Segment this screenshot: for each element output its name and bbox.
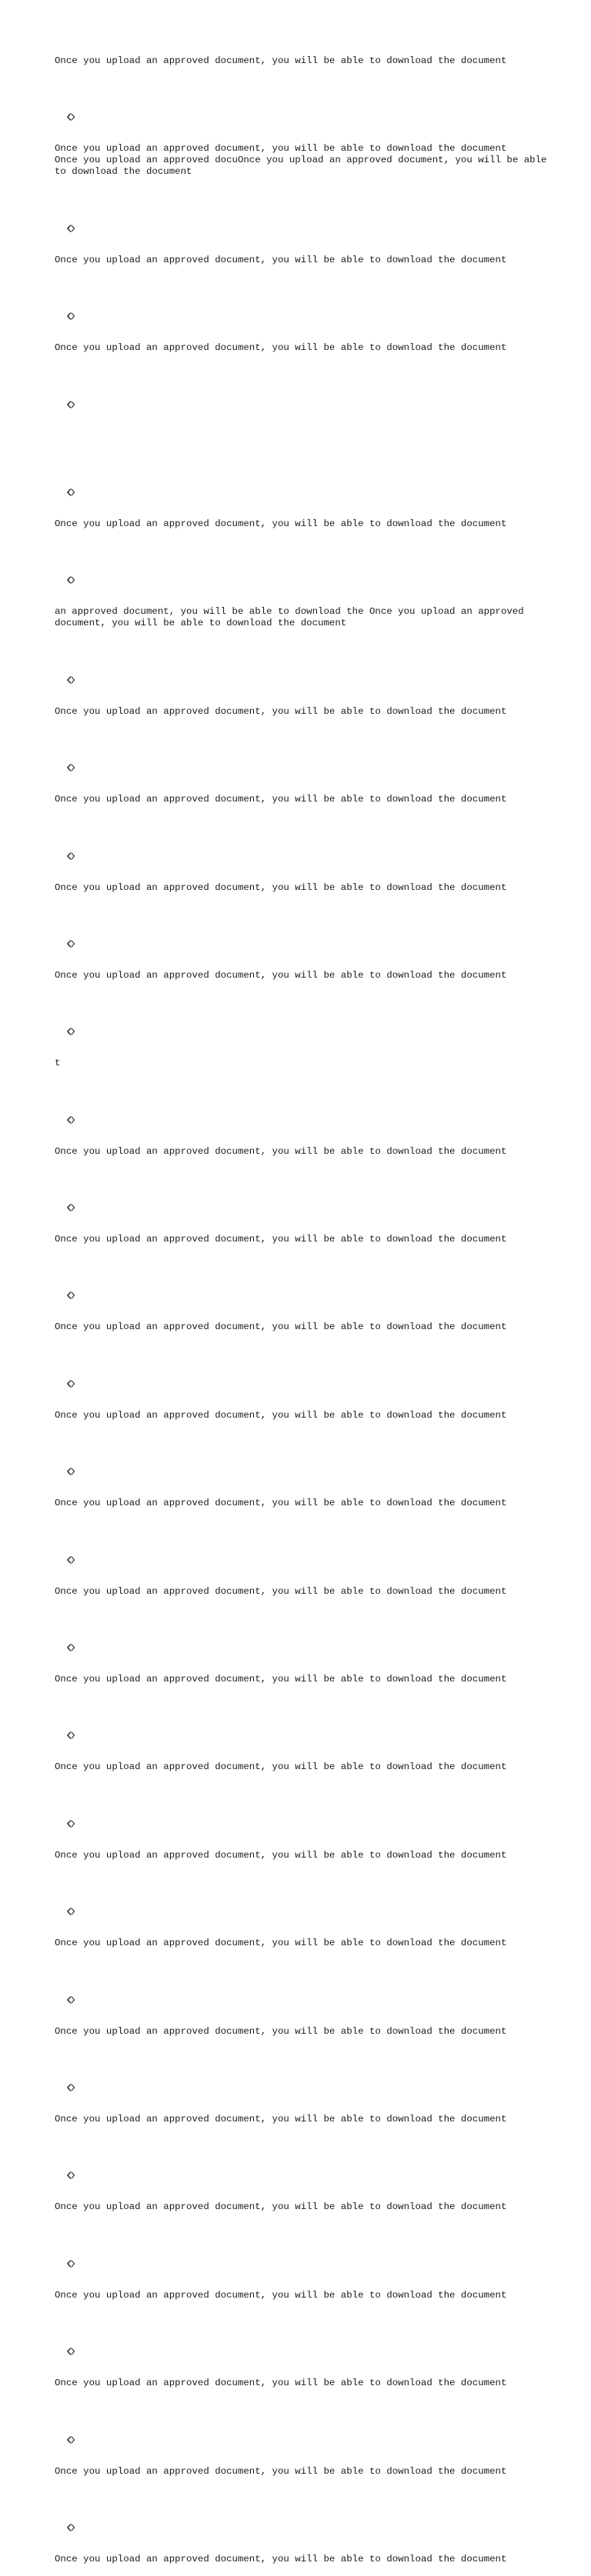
- double-chevron-glyph-icon: [66, 2237, 76, 2244]
- document-paragraph: [55, 1696, 547, 1773]
- document-paragraph: [55, 641, 547, 718]
- document-paragraph: [55, 277, 547, 354]
- paragraph-text: Once you upload an approved document, you will be able to download the document: [55, 881, 507, 893]
- document-paragraph: [55, 817, 547, 894]
- paragraph-text: Once you upload an approved document, you will be able to download the document: [55, 254, 507, 265]
- document-paragraph: [55, 1256, 547, 1333]
- double-chevron-glyph-icon: [66, 1181, 76, 1188]
- double-chevron-glyph-icon: [66, 2501, 76, 2508]
- paragraph-text: Once you upload an approved document, you will be able to download the document: [55, 2465, 507, 2477]
- paragraph-text: Once you upload an approved document, you will be able to download the document: [55, 2289, 507, 2301]
- double-chevron-glyph-icon: [66, 1621, 76, 1628]
- double-chevron-glyph-icon: [66, 553, 76, 561]
- double-chevron-glyph-icon: [66, 1797, 76, 1805]
- double-chevron-glyph-icon: [66, 1445, 76, 1452]
- double-chevron-glyph-icon: [66, 202, 76, 209]
- paragraph-text: Once you upload an approved document, you will be able to download the document: [55, 1409, 507, 1421]
- document-paragraph: [55, 541, 547, 629]
- document-paragraph: [55, 2488, 547, 2565]
- document-paragraph: [55, 1785, 547, 1861]
- paragraph-text: Once you upload an approved document, you will be able to download the document: [55, 969, 507, 981]
- double-chevron-glyph-icon: [66, 1533, 76, 1541]
- paragraph-text: Once you upload an approved document, you will be able to download the document: [55, 1585, 507, 1597]
- paragraph-text: Once you upload an approved document, you will be able to download the document: [55, 342, 507, 354]
- document-paragraph: [55, 2401, 547, 2478]
- double-chevron-glyph-icon: [66, 653, 76, 661]
- paragraph-text: Once you upload an approved document, you will be able to download the document: [55, 2025, 507, 2037]
- document-first-line: Once you upload an approved document, you will be able to download the document: [55, 55, 507, 66]
- document-paragraph: [55, 728, 547, 805]
- paragraph-text: Once you upload an approved document, you will be able to download the document: [55, 705, 507, 717]
- paragraph-text: Once you upload an approved document, you will be able to download the document: [55, 2113, 507, 2124]
- double-chevron-glyph-icon: [66, 1973, 76, 1981]
- double-chevron-glyph-icon: [66, 90, 76, 98]
- double-chevron-glyph-icon: [66, 917, 76, 925]
- paragraph-text: Once you upload an approved document, you will be able to download the document: [55, 518, 507, 529]
- paragraph-text: Once you upload an approved document, you will be able to download the document: [55, 1849, 507, 1861]
- double-chevron-glyph-icon: [66, 1268, 76, 1276]
- paragraph-text: Once you upload an approved document, you will be able to download the document: [55, 1145, 507, 1157]
- double-chevron-glyph-icon: [66, 829, 76, 837]
- document-paragraph: [55, 1961, 547, 2038]
- document-paragraph: [55, 189, 547, 266]
- double-chevron-glyph-icon: [66, 2061, 76, 2068]
- paragraph-text: Once you upload an approved document, you will be able to download the document: [55, 1761, 507, 1773]
- document-paragraph: [55, 1872, 547, 1949]
- paragraph-text: Once you upload an approved document, you will be able to download the document: [55, 1674, 507, 1685]
- double-chevron-glyph-icon: [66, 2413, 76, 2421]
- document-paragraph: [55, 905, 547, 981]
- document-paragraph: [55, 2136, 547, 2213]
- paragraph-text: t: [55, 1058, 61, 1069]
- paragraph-text: Once you upload an approved document, you will be able to download the document: [55, 1498, 507, 1509]
- document-paragraph: [55, 78, 547, 178]
- document-paragraph: [55, 365, 547, 442]
- paragraph-text: Once you upload an approved document, you will be able to download the document: [55, 2378, 507, 2389]
- paragraph-text: Once you upload an approved document, you will be able to download the document Once you upload an approved docuOnce you upload an approved document, you will be able to download the document: [55, 143, 547, 178]
- document-paragraph: [55, 1432, 547, 1509]
- double-chevron-glyph-icon: [66, 2324, 76, 2332]
- paragraph-text: Once you upload an approved document, you will be able to download the document: [55, 2201, 507, 2213]
- double-chevron-glyph-icon: [66, 1093, 76, 1101]
- document-paragraph: [55, 2048, 547, 2125]
- document-paragraph: [55, 992, 547, 1069]
- double-chevron-glyph-icon: [66, 2148, 76, 2156]
- paragraph-text: Once you upload an approved document, you will be able to download the document: [55, 2553, 507, 2564]
- document-paragraph: [55, 1521, 547, 1598]
- document-paragraph: [55, 1168, 547, 1245]
- paragraph-text: Once you upload an approved document, you will be able to download the document: [55, 794, 507, 805]
- double-chevron-glyph-icon: [66, 1708, 76, 1716]
- double-chevron-glyph-icon: [66, 465, 76, 473]
- paragraph-text: Once you upload an approved document, you will be able to download the document: [55, 1234, 507, 1245]
- document-paragraph: [55, 2224, 547, 2301]
- double-chevron-glyph-icon: [66, 1005, 76, 1012]
- document-body: [55, 55, 547, 2576]
- document-paragraph: [55, 1081, 547, 1158]
- double-chevron-glyph-icon: [66, 1885, 76, 1892]
- document-paragraph: [55, 1345, 547, 1421]
- double-chevron-glyph-icon: [66, 741, 76, 748]
- document-paragraph: [55, 2312, 547, 2389]
- paragraph-text: an approved document, you will be able to download the Once you upload an approved document, you will be able to download the document: [55, 606, 530, 629]
- double-chevron-glyph-icon: [66, 289, 76, 297]
- double-chevron-glyph-icon: [66, 378, 76, 385]
- paragraph-text: Once you upload an approved document, you will be able to download the document: [55, 1321, 507, 1333]
- document-paragraph: [55, 453, 547, 530]
- paragraph-list: [55, 78, 547, 2565]
- double-chevron-glyph-icon: [66, 1357, 76, 1365]
- paragraph-text: Once you upload an approved document, you will be able to download the document: [55, 1938, 507, 1949]
- document-paragraph: [55, 1608, 547, 1685]
